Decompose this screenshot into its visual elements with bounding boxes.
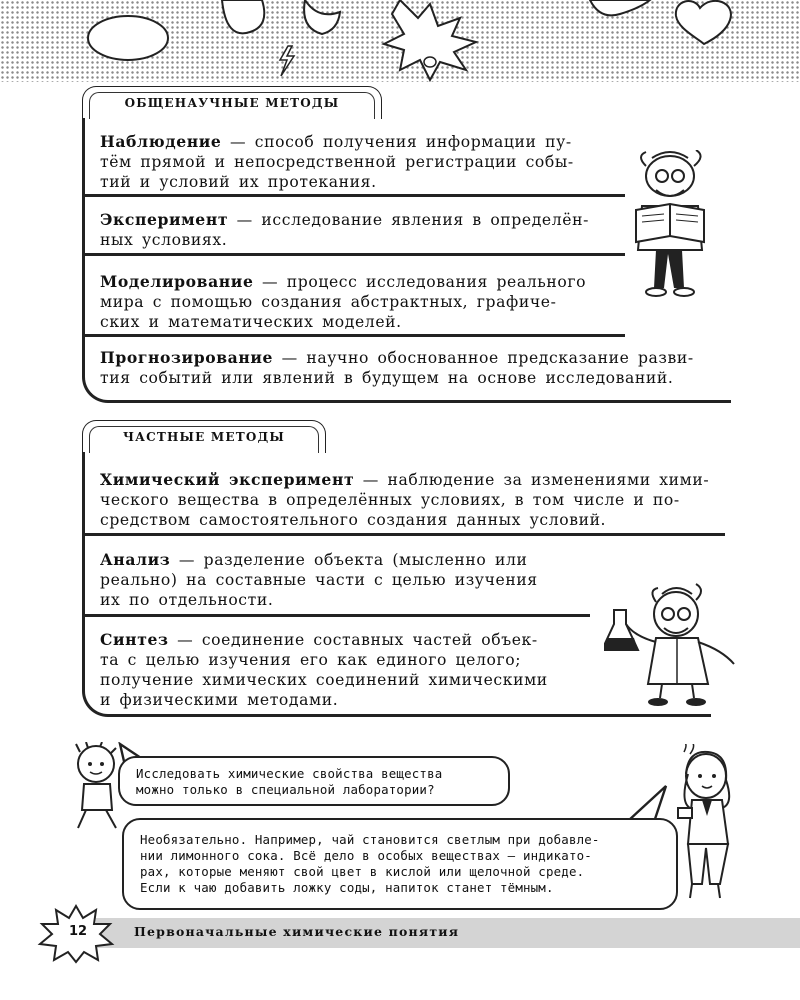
definition-observation-l3: тий и условий их протекания. — [100, 173, 377, 191]
answer-bubble — [122, 818, 678, 910]
answer-line-1: Необязательно. Например, чай становится светлым при добавле- — [140, 832, 600, 847]
lightning-icon — [280, 46, 294, 76]
definition-chemical-experiment-l3: средством самостоятельного создания данных условий. — [100, 511, 607, 529]
footer-title: Первоначальные химические понятия — [134, 924, 460, 939]
definition-experiment-l2: ных условиях. — [100, 231, 228, 249]
small-circle-shape — [424, 57, 436, 67]
general-methods-header: ОБЩЕНАУЧНЫЕ МЕТОДЫ — [82, 86, 382, 119]
professor-reading-illustration — [632, 150, 722, 300]
page-number: 12 — [68, 924, 88, 939]
definition-analysis-l2: реально) на составные части с целью изучения — [100, 571, 538, 589]
comic-shapes-decoration — [0, 0, 800, 82]
answer-line-4: Если к чаю добавить ложку соды, напиток станет тёмным. — [140, 880, 554, 895]
particular-methods-header: ЧАСТНЫЕ МЕТОДЫ — [82, 420, 326, 453]
definition-analysis: Анализ — разделение объекта (мысленно или — [100, 550, 528, 569]
question-bubble — [118, 756, 510, 806]
bubble-shape — [590, 0, 650, 15]
girl-with-tea-illustration — [662, 744, 752, 904]
professor-flask-illustration — [604, 580, 754, 710]
definition-experiment: Эксперимент — исследование явления в определён- — [100, 210, 589, 229]
definition-forecasting: Прогнозирование — научно обоснованное предсказание разви- — [100, 348, 694, 367]
divider — [85, 334, 625, 337]
term-forecasting: Прогнозирование — [100, 348, 274, 367]
answer-line-2: нии лимонного сока. Всё дело в особых веществах — индикато- — [140, 848, 592, 863]
question-line-2: можно только в специальной лаборатории? — [136, 782, 435, 797]
definition-forecasting-l2: тия событий или явлений в будущем на основе исследований. — [100, 369, 674, 387]
term-chemical-experiment: Химический эксперимент — [100, 470, 355, 489]
cloud-shape-left — [88, 16, 168, 60]
heart-icon — [676, 1, 731, 44]
definition-analysis-l3: их по отдельности. — [100, 591, 274, 609]
definition-synthesis: Синтез — соединение составных частей объек- — [100, 630, 538, 649]
definition-chemical-experiment: Химический эксперимент — наблюдение за изменениями хими- — [100, 470, 710, 489]
definition-chemical-experiment-l2: ческого вещества в определённых условиях, в том числе и по- — [100, 491, 680, 509]
drop-shape — [222, 0, 264, 33]
halftone-header — [0, 0, 800, 82]
divider — [85, 614, 590, 617]
term-synthesis: Синтез — [100, 630, 169, 649]
term-modeling: Моделирование — [100, 272, 254, 291]
definition-synthesis-l2: та с целью изучения его как единого целого; — [100, 651, 522, 669]
definition-modeling-l2: мира с помощью создания абстрактных, графиче- — [100, 293, 557, 311]
small-cloud-shape — [304, 0, 340, 34]
answer-line-3: рах, которые меняют свой цвет в кислой или щелочной среде. — [140, 864, 585, 879]
starburst-shape — [384, 0, 476, 80]
term-experiment: Эксперимент — [100, 210, 229, 229]
definition-observation-l2: тём прямой и непосредственной регистрации собы- — [100, 153, 574, 171]
definition-modeling: Моделирование — процесс исследования реального — [100, 272, 587, 291]
divider — [85, 194, 625, 197]
term-analysis: Анализ — [100, 550, 171, 569]
definition-modeling-l3: ских и математических моделей. — [100, 313, 402, 331]
question-line-1: Исследовать химические свойства вещества — [136, 766, 443, 781]
term-observation: Наблюдение — [100, 132, 222, 151]
divider — [85, 533, 725, 536]
definition-synthesis-l3: получение химических соединений химическими — [100, 671, 548, 689]
divider — [85, 253, 625, 256]
definition-synthesis-l4: и физическими методами. — [100, 691, 339, 709]
definition-observation: Наблюдение — способ получения информации пу- — [100, 132, 572, 151]
